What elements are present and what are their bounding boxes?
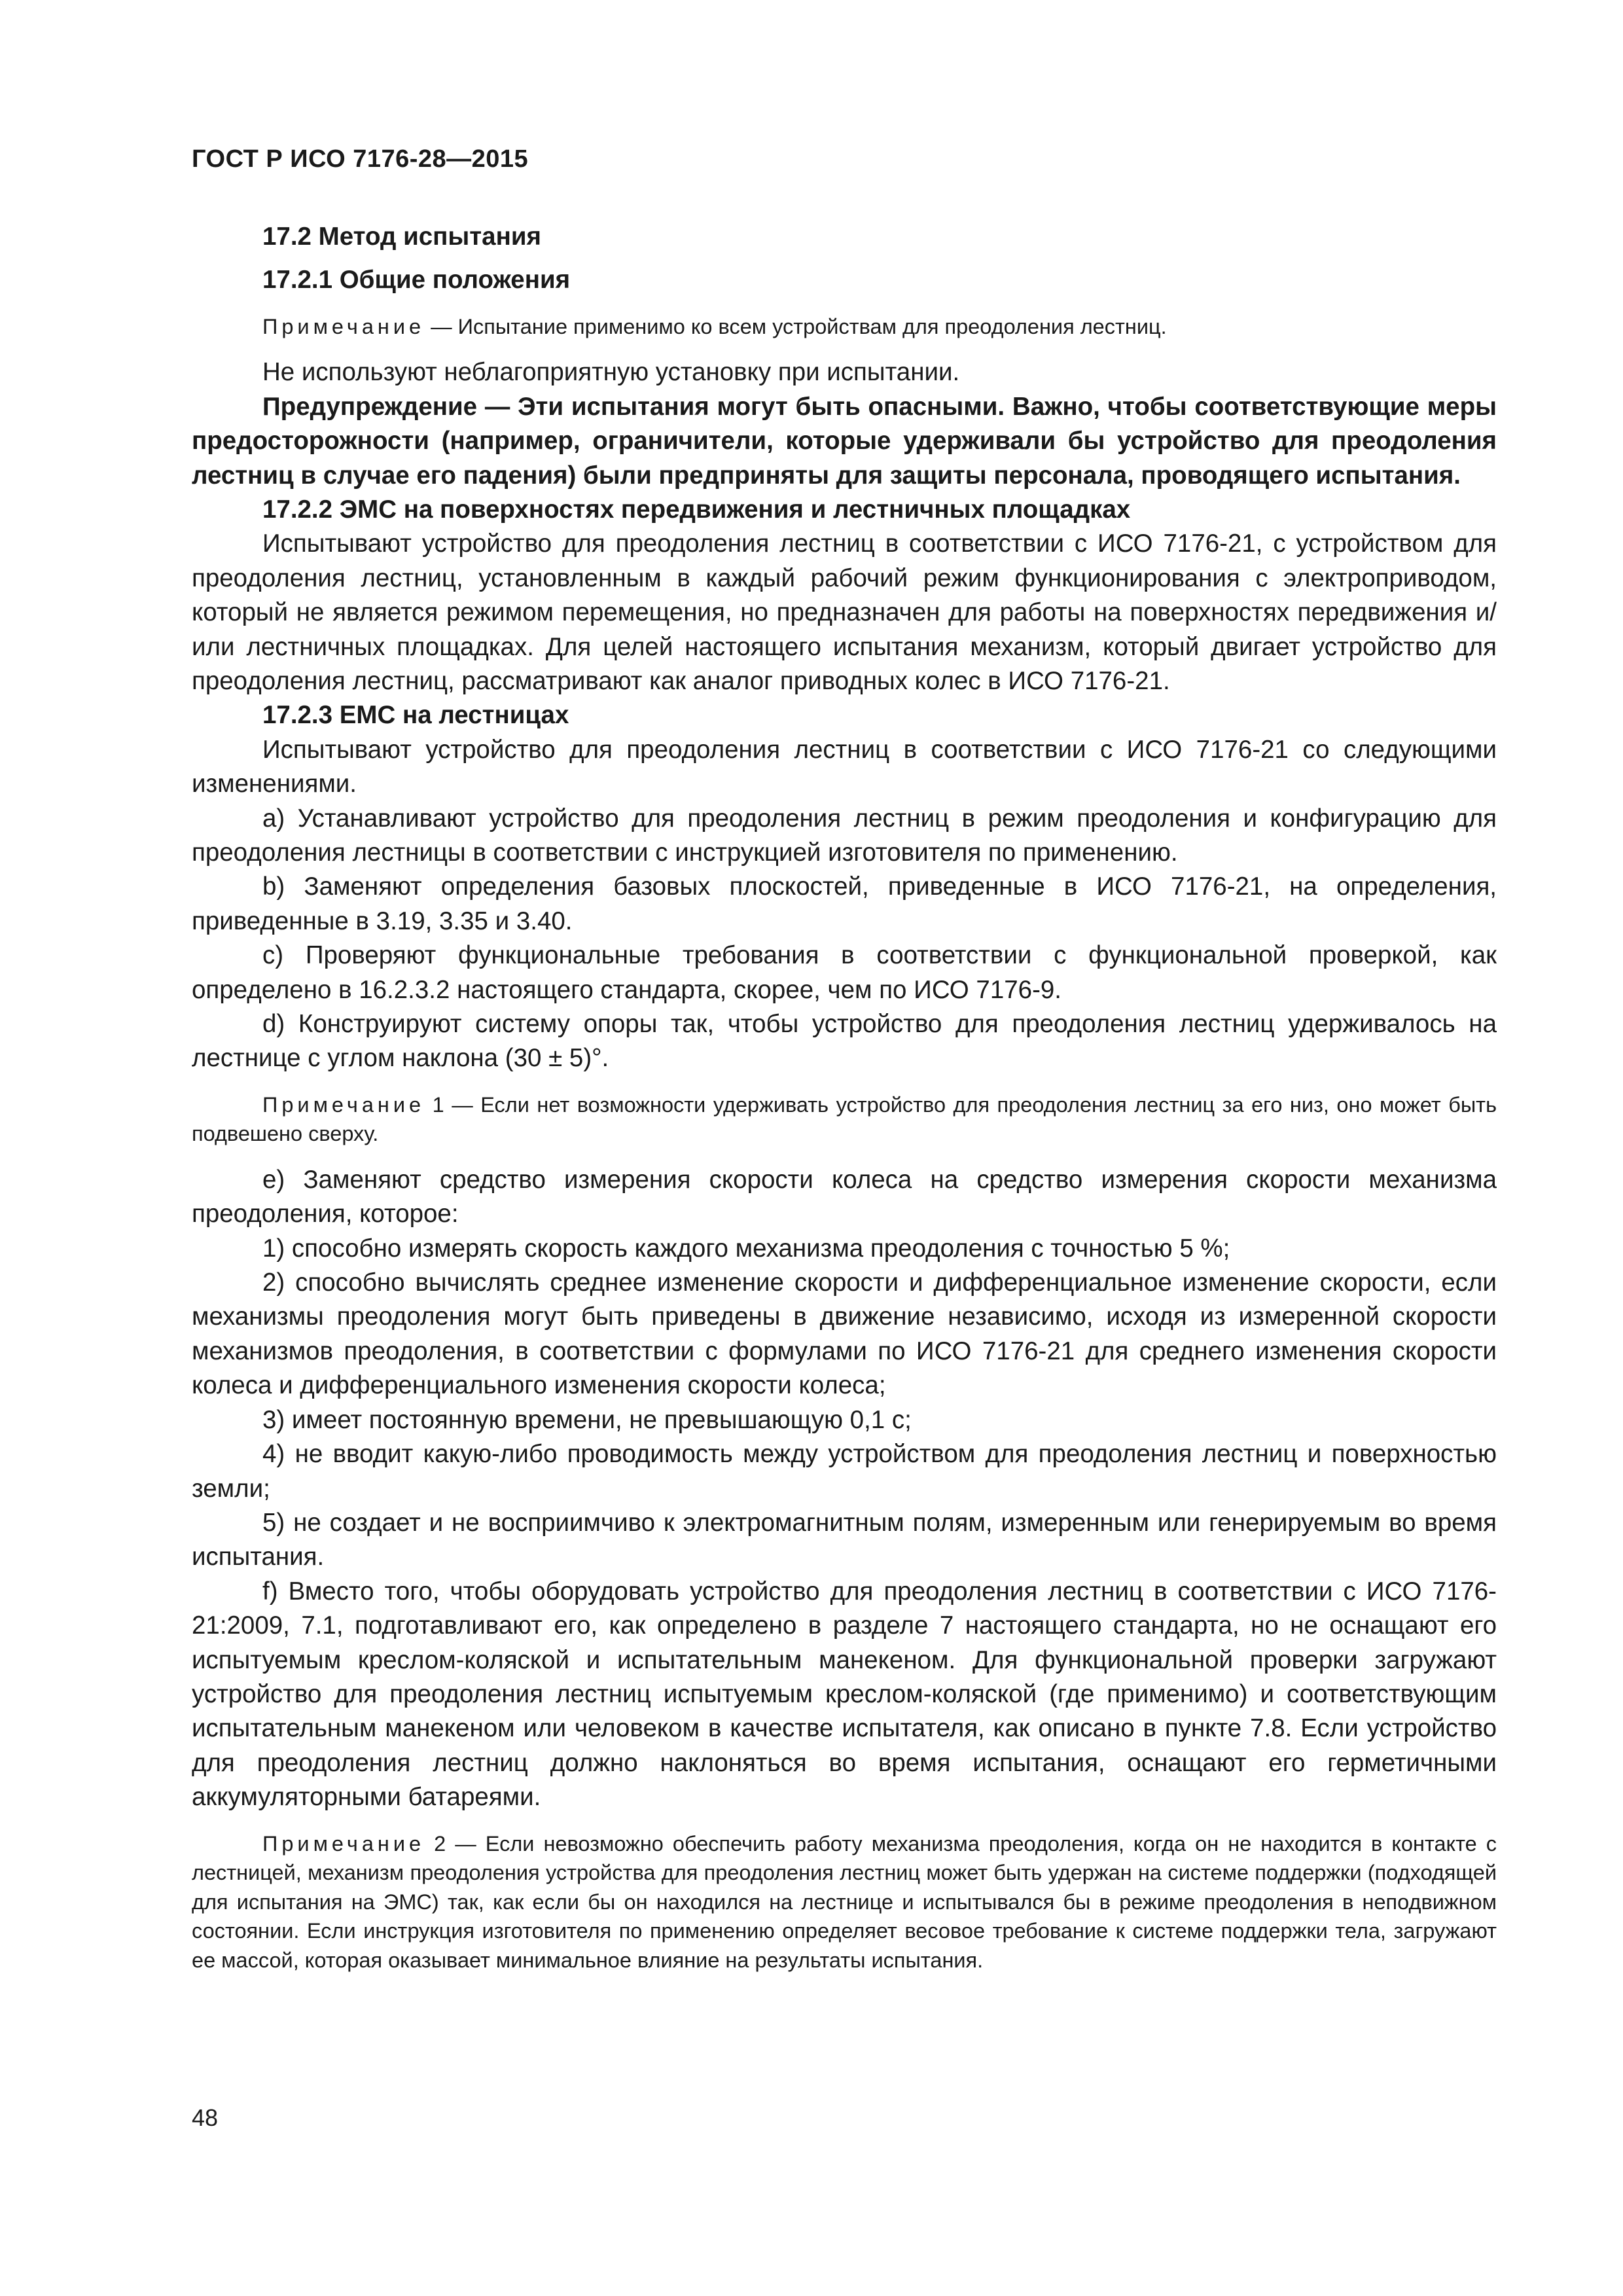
note-label: Примечание — [262, 1092, 425, 1117]
note-text: — Испытание применимо ко всем устройствам для преодоления лестниц. — [425, 314, 1167, 338]
section-17-2-3-heading: 17.2.3 ЕМС на лестницах — [262, 701, 569, 730]
document-body — [192, 220, 1497, 1975]
list-item-b: b) Заменяют определения базовых плоскостей, приведенные в ИСО 7176-21, на определения, приведенные в 3.19, 3.35 и 3.40. — [192, 872, 1497, 935]
section-17-2-1-heading: 17.2.1 Общие положения — [262, 266, 571, 295]
list-item-e-3: 3) имеет постоянную времени, не превышающую 0,1 с; — [262, 1405, 912, 1434]
list-item-a: а) Устанавливают устройство для преодоления лестниц в режим преодоления и конфигурацию для преодоления лестницы в соответствии с инструкцией изготовителя по применению. — [192, 804, 1497, 867]
section-17-2-heading: 17.2 Метод испытания — [262, 223, 541, 251]
note-text: 2 — Если невозможно обеспечить работу механизма преодоления, когда он не находится в контакте с лестницей, механизм преодоления устройства для преодоления лестниц может быть удержан на системе поддержки (подходящей для испытания на ЭМС) так, как если бы он находился на лестнице и испытывался бы в режиме преодоления в неподвижном состоянии. Если инструкция изготовителя по применению определяет весовое требование к системе поддержки тела, загружают ее массой, которая оказывает минимальное влияние на результаты испытания. — [192, 1831, 1497, 1972]
note-2 — [192, 1829, 1497, 1975]
warning-paragraph: Предупреждение — Эти испытания могут быть опасными. Важно, чтобы соответствующие меры предосторожности (например, ограничители, которые удерживали бы устройство для преодоления лестниц в случае его падения) были предприняты для защиты персонала, проводящего испытания. — [192, 392, 1497, 490]
document-header: ГОСТ Р ИСО 7176-28—2015 — [192, 145, 529, 173]
paragraph-17-2-3: Испытывают устройство для преодоления лестниц в соответствии с ИСО 7176-21 со следующими изменениями. — [192, 735, 1497, 798]
list-item-e-4: 4) не вводит какую-либо проводимость между устройством для преодоления лестниц и поверхностью земли; — [192, 1440, 1497, 1503]
list-item-d: d) Конструируют систему опоры так, чтобы устройство для преодоления лестниц удерживалось на лестнице с углом наклона (30 ± 5)°. — [192, 1010, 1497, 1073]
note-label: Примечание — [262, 1831, 425, 1856]
list-item-f: f) Вместо того, чтобы оборудовать устройство для преодоления лестниц в соответствии с ИСО 7176-21:2009, 7.1, подготавливают его, как определено в разделе 7 настоящего стандарта, но не оснащают его испытуемым креслом-коляской и испытательным манекеном. Для функциональной проверки загружают устройство для преодоления лестниц испытуемым креслом-коляской (где применимо) и соответствующим испытательным манекеном или человеком в качестве испытателя, как описано в пункте 7.8. Если устройство для преодоления лестниц должно наклоняться во время испытания, оснащают его герметичными аккумуляторными батареями. — [192, 1577, 1497, 1812]
paragraph-17-2-2: Испытывают устройство для преодоления лестниц в соответствии с ИСО 7176-21, с устройством для преодоления лестниц, установленным в каждый рабочий режим функционирования с электроприводом, который не является режимом перемещения, но предназначен для работы на поверхностях передвижения и/или лестничных площадках. Для целей настоящего испытания механизм, который двигает устройство для преодоления лестниц, рассматривают как аналог приводных колес в ИСО 7176-21. — [192, 529, 1497, 695]
paragraph-unfavourable-setup: Не используют неблагоприятную установку при испытании. — [262, 358, 960, 387]
section-17-2-2-heading: 17.2.2 ЭМС на поверхностях передвижения и лестничных площадках — [262, 495, 1131, 524]
note-label: Примечание — [262, 314, 425, 338]
note-general — [192, 312, 1497, 342]
list-item-c: с) Проверяют функциональные требования в соответствии с функциональной проверкой, как определено в 16.2.3.2 настоящего стандарта, скорее, чем по ИСО 7176-9. — [192, 941, 1497, 1004]
list-item-e-2: 2) способно вычислять среднее изменение скорости и дифференциальное изменение скорости, если механизмы преодоления могут быть приведены в движение независимо, исходя из измеренной скорости механизмов преодоления, в соответствии с формулами по ИСО 7176-21 для среднего изменения скорости колеса и дифференциального изменения скорости колеса; — [192, 1268, 1497, 1400]
note-text: 1 — Если нет возможности удерживать устройство для преодоления лестниц за его низ, оно может быть подвешено сверху. — [192, 1092, 1497, 1146]
note-1 — [192, 1090, 1497, 1149]
page-number: 48 — [192, 2104, 219, 2131]
list-item-e-5: 5) не создает и не восприимчиво к электромагнитным полям, измеренным или генерируемым во время испытания. — [192, 1508, 1497, 1571]
list-item-e: е) Заменяют средство измерения скорости колеса на средство измерения скорости механизма преодоления, которое: — [192, 1165, 1497, 1229]
list-item-e-1: 1) способно измерять скорость каждого механизма преодоления с точностью 5 %; — [262, 1234, 1230, 1263]
